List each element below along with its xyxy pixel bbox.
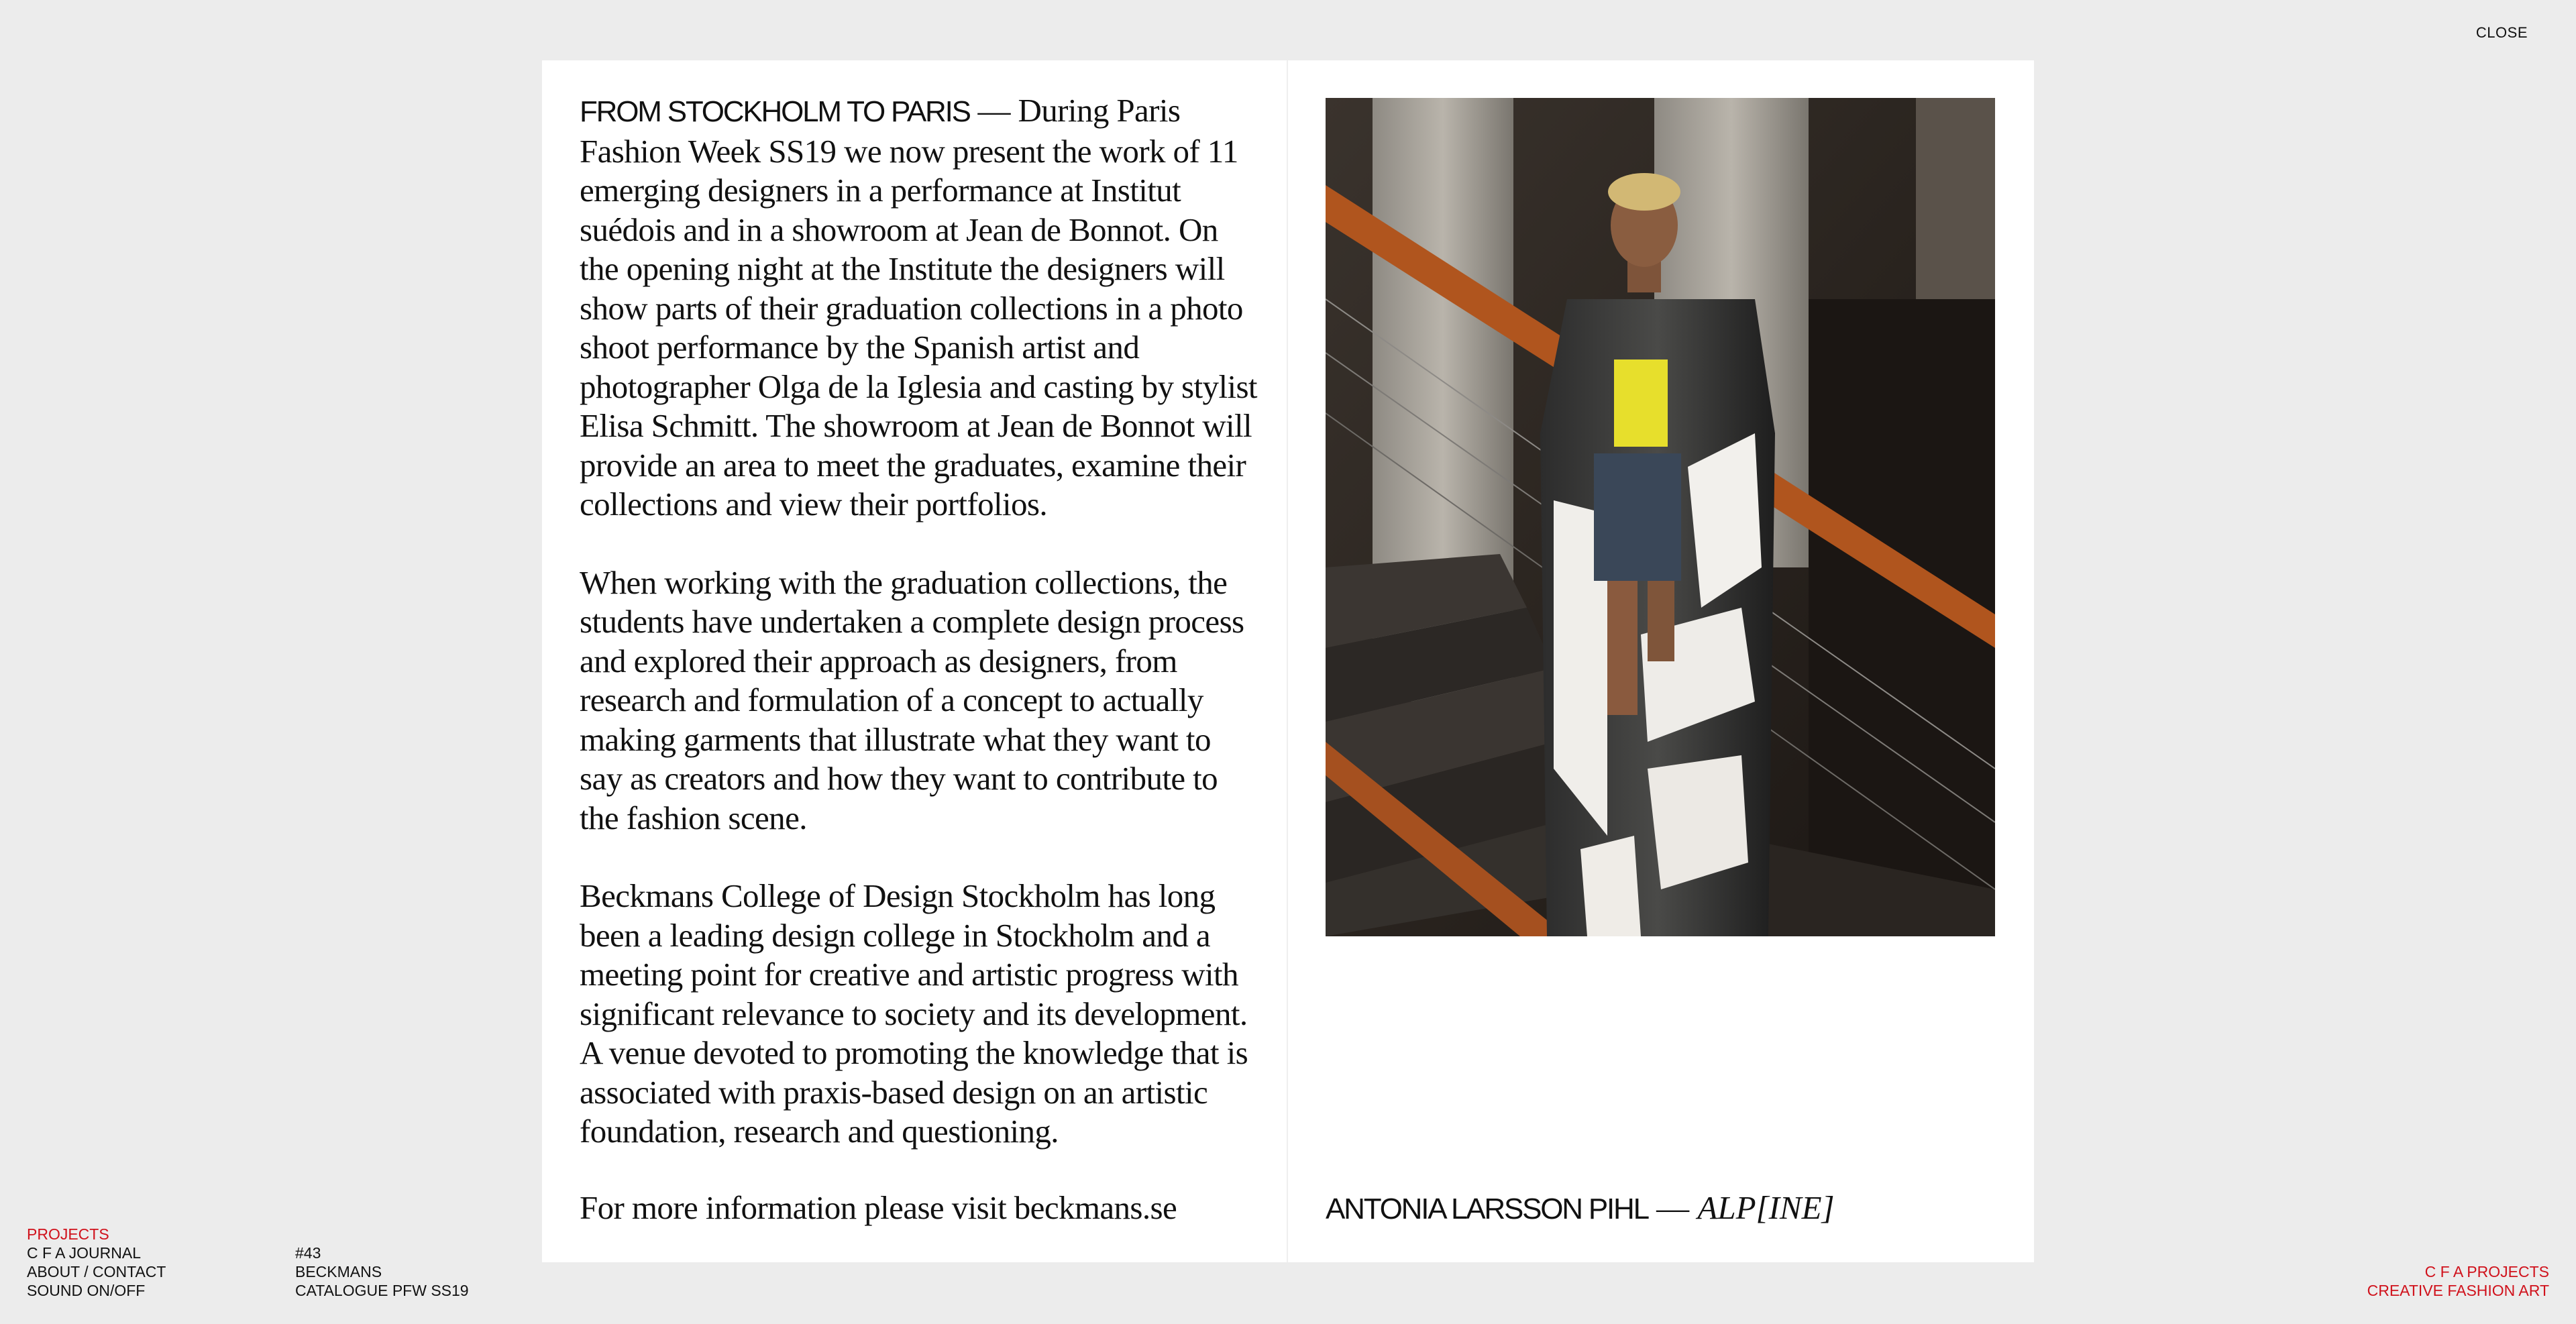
close-button[interactable]: CLOSE — [2475, 24, 2528, 41]
collection-title: ALP[INE] — [1697, 1189, 1835, 1226]
issue-name: BECKMANS — [295, 1263, 382, 1280]
brand-block[interactable] — [2367, 1262, 2549, 1300]
nav-projects[interactable]: PROJECTS — [27, 1225, 109, 1243]
caption-dash: — — [1648, 1189, 1698, 1226]
article-paragraph-1 — [580, 91, 1257, 525]
article-footer-link[interactable]: For more information please visit beckmans.se — [580, 1189, 1177, 1226]
article-lead-dash: — — [969, 92, 1018, 129]
nav-about-contact[interactable]: ABOUT / CONTACT — [27, 1263, 166, 1280]
fashion-photo — [1326, 98, 1995, 936]
fashion-photo-image — [1326, 98, 1995, 936]
main-nav — [27, 1225, 166, 1300]
article-page — [542, 60, 1288, 1262]
nav-journal[interactable]: C F A JOURNAL — [27, 1244, 141, 1262]
designer-name: ANTONIA LARSSON PIHL — [1326, 1193, 1648, 1225]
photo-caption — [1326, 1189, 1835, 1227]
photo-page — [1288, 60, 2034, 1262]
article-paragraph-1-text: During Paris Fashion Week SS19 we now present the work of 11 emerging designers in a performance at Institut suédois and in a showroom at Jean de Bonnot. On the opening night at the Institute the designers will show parts of their graduation collections in a photo shoot performance by the Spanish artist and photographer Olga de la Iglesia and casting by stylist Elisa Schmitt. The showroom at Jean de Bonnot will provide an area to meet the graduates, examine their collections and view their portfolios. — [580, 92, 1257, 522]
nav-sound-toggle[interactable]: SOUND ON/OFF — [27, 1282, 146, 1299]
article-paragraph-2: When working with the graduation collections, the students have undertaken a complete design process and explored their approach as designers, from research and formulation of a concept to actually making garments that illustrate what they want to say as creators and how they want to contribute to the fashion scene. — [580, 563, 1244, 836]
brand-line-2: CREATIVE FASHION ART — [2367, 1282, 2549, 1299]
issue-catalogue: CATALOGUE PFW SS19 — [295, 1282, 469, 1299]
issue-number: #43 — [295, 1244, 321, 1262]
brand-line-1: C F A PROJECTS — [2424, 1263, 2549, 1280]
article-lead: FROM STOCKHOLM TO PARIS — [580, 95, 970, 128]
issue-info — [295, 1244, 469, 1300]
catalogue-spread — [542, 60, 2034, 1262]
article-paragraph-3: Beckmans College of Design Stockholm has long been a leading design college in Stockholm and a meeting point for creative and artistic progress with significant relevance to society and its development. A venue devoted to promoting the knowledge that is associated with praxis-based design on an artistic foundation, research and questioning. — [580, 877, 1248, 1150]
